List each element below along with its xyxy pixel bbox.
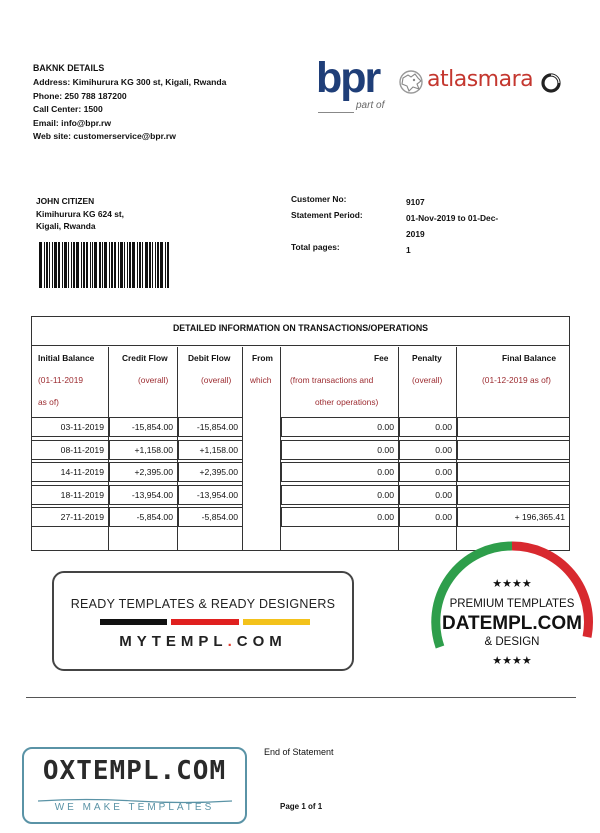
bank-call-center: Call Center: 1500 [33,104,103,115]
ad-mytempl-color-bars [100,619,310,625]
bar-red [171,619,238,625]
header-penalty-sub: (overall) [412,375,443,385]
bar-black [100,619,167,625]
ad-mytempl-brand: MYTEMPL.COM [119,633,287,650]
cell-penalty: 0.00 [399,462,457,482]
barcode-bar [124,242,125,288]
barcode-bar [39,242,42,288]
badge-line2: DATEMPL.COM [441,613,583,634]
bank-phone: Phone: 250 788 187200 [33,90,127,101]
cell-credit: +2,395.00 [109,462,178,482]
barcode-bar [83,242,85,288]
lion-icon [397,68,427,98]
barcode-bar [64,242,67,288]
barcode-bar [46,242,48,288]
barcode-bar [71,242,72,288]
cell-debit: -13,954.00 [178,485,243,505]
bank-address: Address: Kimihurura KG 300 st, Kigali, Rwanda [33,77,227,88]
cell-debit: -5,854.00 [178,507,243,527]
barcode-bar [73,242,75,288]
cell-date: 14-11-2019 [32,462,109,482]
bank-email: Email: info@bpr.rw [33,117,112,128]
barcode [39,242,179,288]
cell-final [457,440,569,460]
barcode-bar [62,242,63,288]
header-debit-sub: (overall) [201,375,232,385]
barcode-bar [94,242,97,288]
atlasmara-ring-icon [540,72,562,94]
cell-credit: +1,158.00 [109,440,178,460]
barcode-bar [155,242,156,288]
footer-divider [26,697,576,698]
cell-debit: +2,395.00 [178,462,243,482]
customer-no-label: Customer No: [291,194,347,204]
cell-penalty: 0.00 [399,507,457,527]
barcode-bar [120,242,123,288]
cell-debit: -15,854.00 [178,417,243,437]
ad-oxtempl-brand: OXTEMPL.COM [42,756,227,786]
cell-date: 03-11-2019 [32,417,109,437]
barcode-bar [76,242,79,288]
cell-date: 08-11-2019 [32,440,109,460]
cell-fee: 0.00 [281,507,399,527]
bank-website: Web site: customerservice@bpr.rw [33,131,176,142]
cell-credit: -15,854.00 [109,417,178,437]
barcode-bar [44,242,45,288]
bank-logo [314,54,574,124]
bank-details-heading: BAKNK DETAILS [33,63,105,73]
header-final: Final Balance [502,353,556,363]
cell-penalty: 0.00 [399,417,457,437]
barcode-bar [111,242,113,288]
header-from: From [252,353,273,363]
barcode-bar [81,242,82,288]
header-final-sub: (01-12-2019 as of) [482,375,551,385]
cell-fee: 0.00 [281,440,399,460]
header-penalty: Penalty [412,353,442,363]
barcode-bar [145,242,148,288]
page-number: Page 1 of 1 [280,802,323,811]
cell-final [457,462,569,482]
badge-stars-bottom: ★★★★ [492,654,532,667]
ad-oxtempl [22,747,247,824]
barcode-bar [109,242,110,288]
header-initial-sub2: as of) [38,397,59,407]
barcode-bar [129,242,131,288]
barcode-bar [114,242,116,288]
cell-final: + 196,365.41 [457,507,569,527]
barcode-bar [92,242,93,288]
barcode-bar [139,242,141,288]
barcode-bar [137,242,138,288]
barcode-bar [165,242,166,288]
header-credit-sub: (overall) [138,375,169,385]
barcode-bar [132,242,135,288]
barcode-bar [104,242,107,288]
cell-fee: 0.00 [281,462,399,482]
barcode-bar [90,242,91,288]
customer-street: Kimihurura KG 624 st, [36,208,124,219]
barcode-bar [157,242,159,288]
statement-period-value: 01-Nov-2019 to 01-Dec-2019 [406,213,499,239]
barcode-bar [68,242,69,288]
transactions-table [31,316,570,551]
badge-line3: & DESIGN [484,636,540,648]
barcode-bar [142,242,143,288]
customer-no-value: 9107 [406,197,425,207]
bpr-logo-text: bpr [316,54,380,102]
barcode-bar [86,242,88,288]
customer-name: JOHN CITIZEN [36,196,95,206]
header-fee-sub1: (from transactions and [290,375,374,385]
cell-penalty: 0.00 [399,485,457,505]
barcode-bar [152,242,153,288]
atlasmara-logo-text: atlasmara [427,67,534,92]
ad-mytempl [52,571,354,671]
total-pages-label: Total pages: [291,242,340,252]
ad-oxtempl-tagline: WE MAKE TEMPLATES [54,802,215,813]
logo-divider [318,112,354,113]
barcode-bar [167,242,169,288]
header-debit: Debit Flow [188,353,231,363]
cell-penalty: 0.00 [399,440,457,460]
customer-address [36,195,124,233]
header-fee-sub2: other operations) [315,397,379,407]
barcode-bar [49,242,50,288]
cell-date: 27-11-2019 [32,507,109,527]
header-fee: Fee [374,353,389,363]
header-credit: Credit Flow [122,353,168,363]
cell-final [457,417,569,437]
ad-mytempl-tagline: READY TEMPLATES & READY DESIGNERS [70,597,336,611]
cell-final [457,485,569,505]
barcode-bar [102,242,103,288]
customer-city: Kigali, Rwanda [36,221,96,232]
barcode-bar [118,242,119,288]
header-initial-sub1: (01-11-2019 [38,375,84,385]
table-title: DETAILED INFORMATION ON TRANSACTIONS/OPERATIONS [32,317,569,346]
logo-part-of: part of [356,100,385,111]
cell-date: 18-11-2019 [32,485,109,505]
datempl-badge [427,537,597,707]
bank-details [33,62,226,143]
barcode-bar [54,242,57,288]
barcode-bar [149,242,151,288]
barcode-bar [52,242,53,288]
cell-debit: +1,158.00 [178,440,243,460]
cell-fee: 0.00 [281,417,399,437]
total-pages-value: 1 [406,245,411,255]
bar-yellow [243,619,310,625]
barcode-bar [58,242,60,288]
barcode-bar [99,242,101,288]
barcode-bar [127,242,128,288]
end-of-statement: End of Statement [264,747,334,757]
cell-fee: 0.00 [281,485,399,505]
cell-credit: -13,954.00 [109,485,178,505]
header-from-sub: which [250,375,272,385]
statement-period-label: Statement Period: [291,210,363,220]
cell-credit: -5,854.00 [109,507,178,527]
badge-stars-top: ★★★★ [492,577,532,590]
barcode-bar [160,242,163,288]
badge-line1: PREMIUM TEMPLATES [449,598,575,610]
header-initial: Initial Balance [38,353,95,363]
